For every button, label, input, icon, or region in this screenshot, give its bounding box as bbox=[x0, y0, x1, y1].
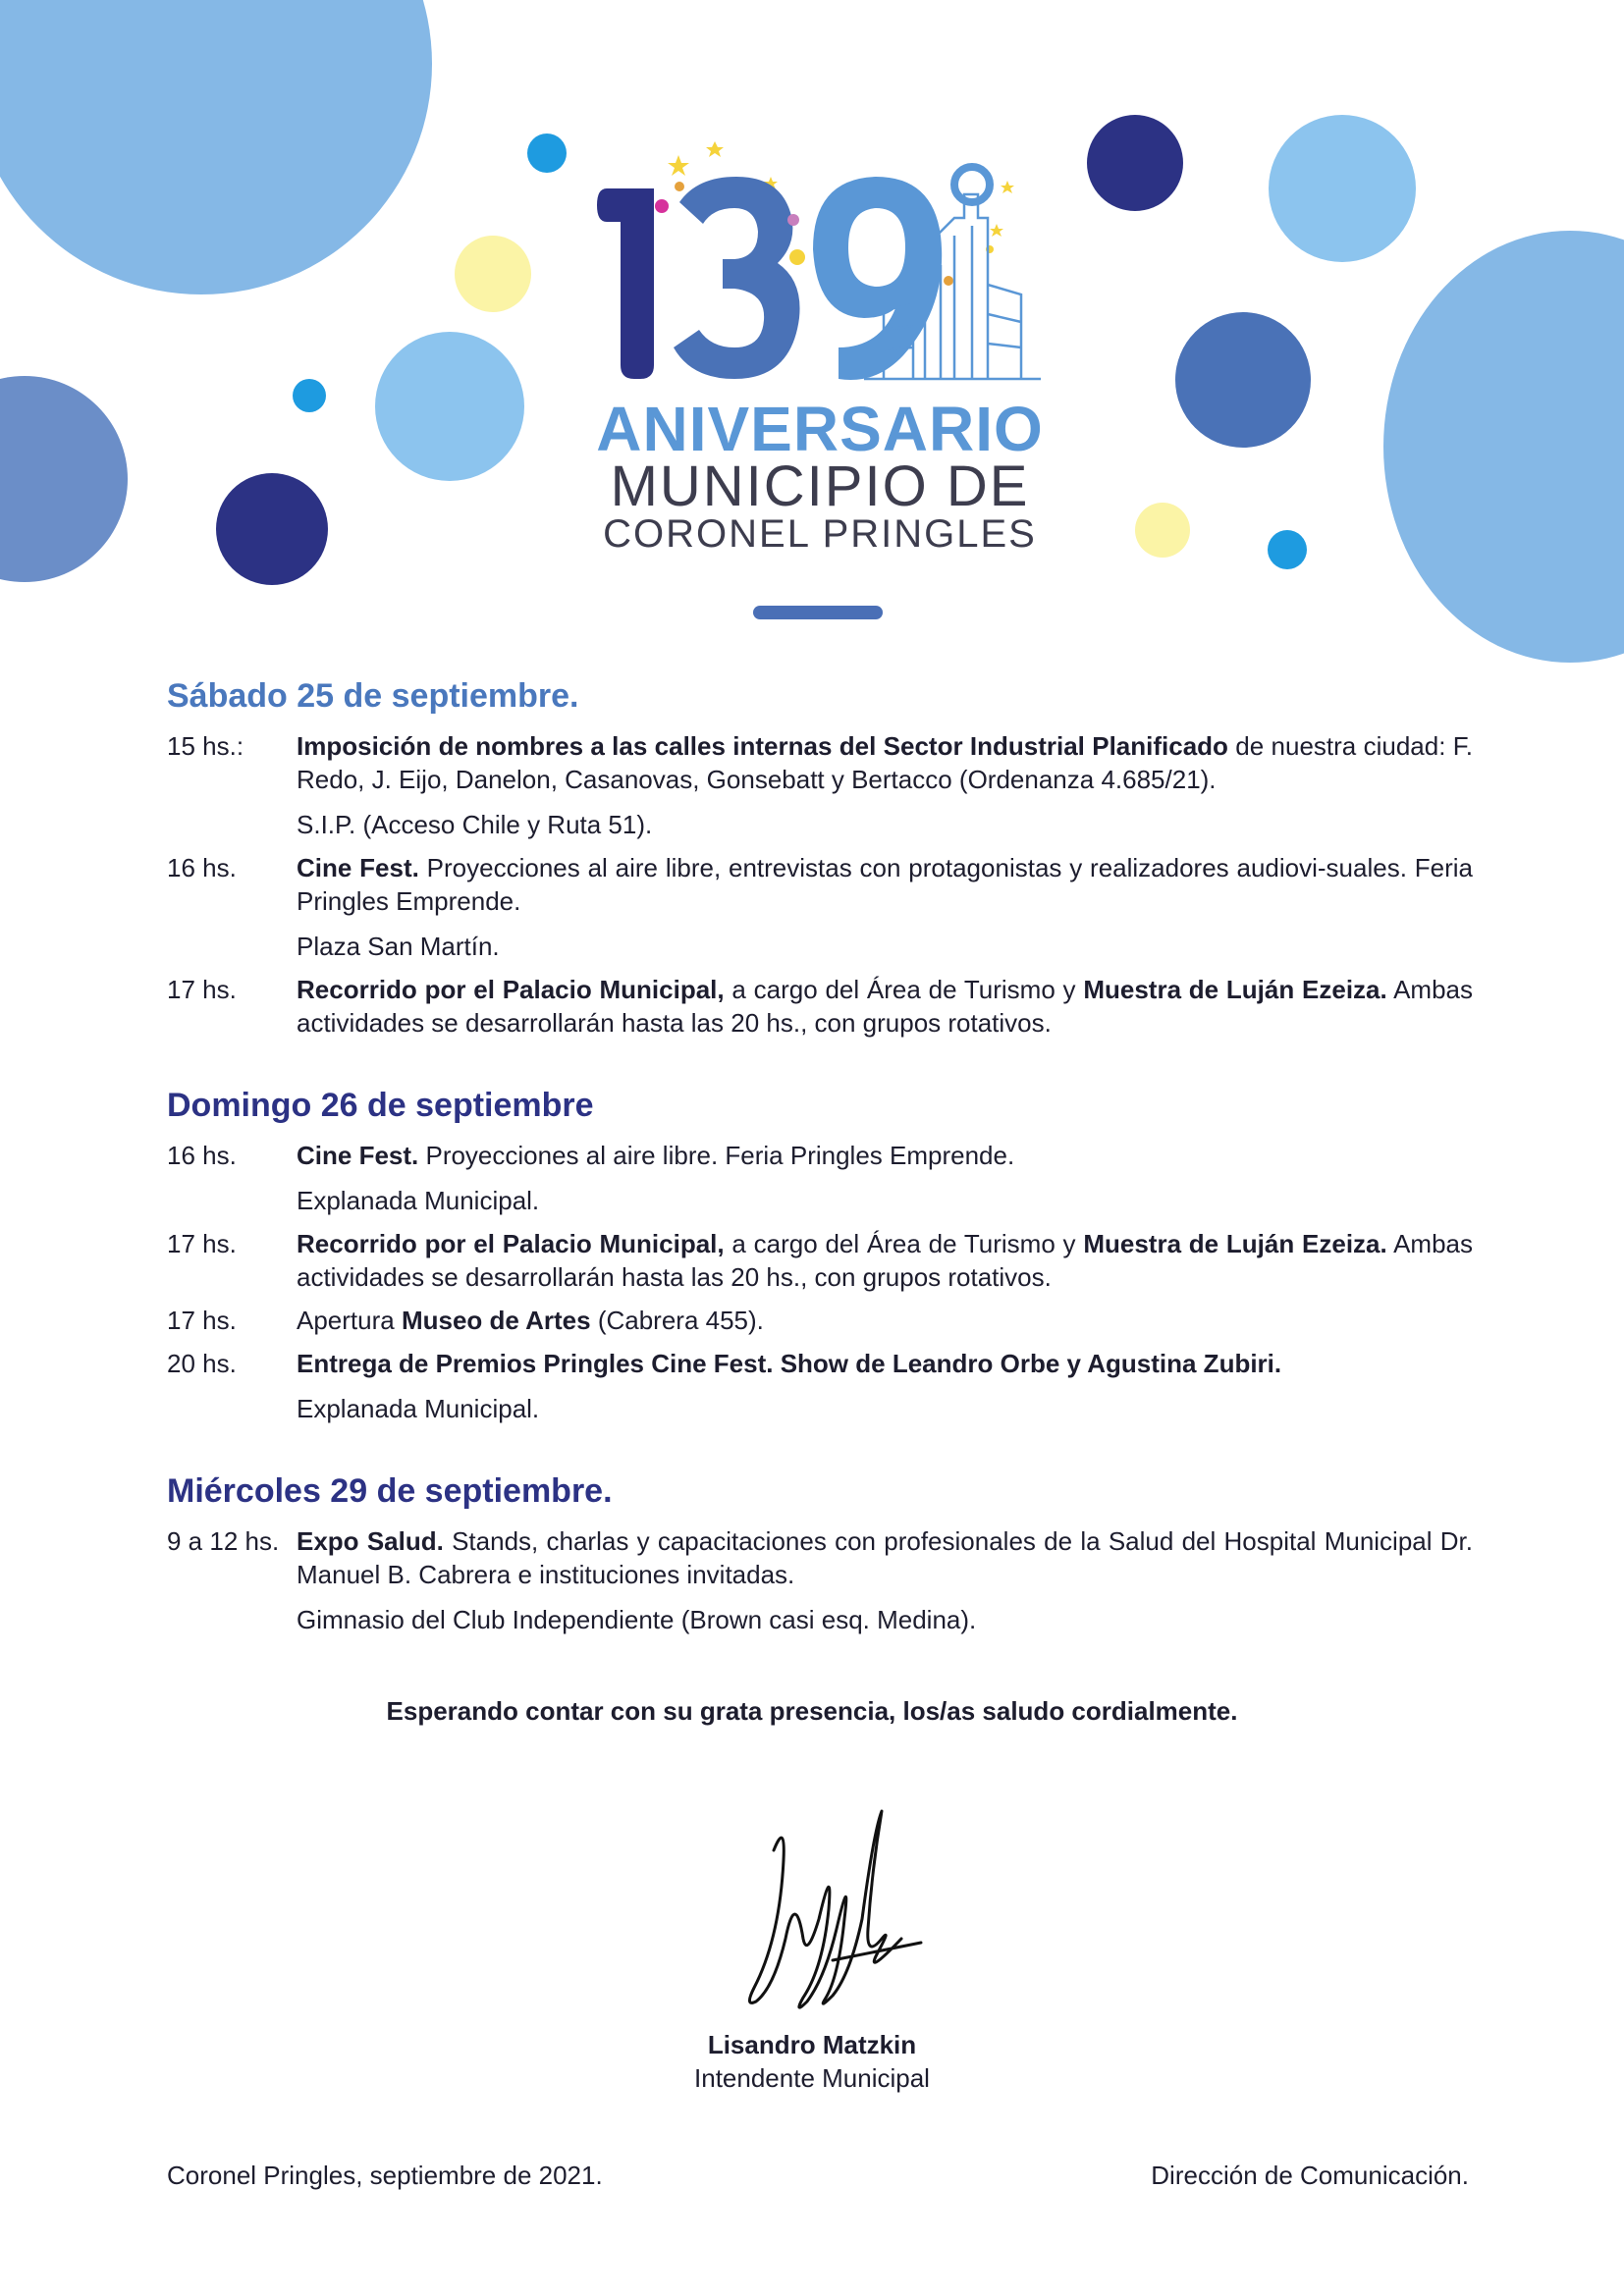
decor-circle bbox=[375, 332, 524, 481]
event-time: 9 a 12 hs. bbox=[167, 1526, 280, 1556]
star-icon bbox=[706, 141, 724, 157]
event-time: 15 hs.: bbox=[167, 731, 244, 761]
event-item bbox=[167, 973, 1473, 1040]
event-body bbox=[297, 1227, 1473, 1294]
footer-date: Coronel Pringles, septiembre de 2021. bbox=[167, 2161, 603, 2190]
decor-circle bbox=[1268, 530, 1307, 569]
numeral-nine bbox=[813, 177, 942, 380]
event-description bbox=[297, 1524, 1473, 1591]
section-title: Domingo 26 de septiembre bbox=[167, 1087, 594, 1124]
event-title: Recorrido por el Palacio Municipal, bbox=[297, 975, 725, 1004]
logo-subtitle-2: CORONEL PRINGLES bbox=[603, 512, 1037, 556]
event-location: Plaza San Martín. bbox=[297, 932, 500, 961]
signer-role: Intendente Municipal bbox=[694, 2063, 930, 2093]
logo-graphic bbox=[589, 137, 1051, 393]
event-text: Stands, charlas y capacitaciones con profesionales de la Salud del Hospital Municipal Dr. Manuel B. Cabrera e instituciones invitadas. bbox=[297, 1526, 1474, 1589]
program bbox=[167, 677, 1473, 1683]
event-text: a cargo del Área de Turismo y bbox=[724, 1229, 1084, 1258]
logo-title: ANIVERSARIO bbox=[596, 394, 1044, 464]
event-title: Museo de Artes bbox=[401, 1306, 591, 1335]
event-description bbox=[297, 1304, 1473, 1337]
program-section-sunday bbox=[167, 1087, 1473, 1425]
decor-dot bbox=[655, 199, 669, 213]
section-title: Sábado 25 de septiembre. bbox=[167, 677, 579, 715]
event-time: 17 hs. bbox=[167, 975, 237, 1004]
decor-circle bbox=[1135, 503, 1190, 558]
event-body bbox=[297, 1524, 1473, 1636]
decor-circle bbox=[1087, 115, 1183, 211]
closing-message: Esperando contar con su grata presencia, los/as saludo cordialmente. bbox=[386, 1696, 1238, 1726]
event-item bbox=[167, 1524, 1473, 1636]
event-time: 16 hs. bbox=[167, 853, 237, 882]
event-title: Cine Fest. bbox=[297, 1141, 419, 1170]
event-location: Gimnasio del Club Independiente (Brown casi esq. Medina). bbox=[297, 1605, 977, 1634]
footer-department: Dirección de Comunicación. bbox=[1151, 2161, 1469, 2190]
event-item bbox=[167, 1227, 1473, 1294]
event-body bbox=[297, 973, 1473, 1040]
event-time: 20 hs. bbox=[167, 1349, 237, 1378]
decor-circle bbox=[527, 133, 567, 173]
program-section-saturday bbox=[167, 677, 1473, 1040]
decor-dot bbox=[789, 249, 805, 265]
event-time: 17 hs. bbox=[167, 1306, 237, 1335]
star-icon bbox=[1001, 181, 1014, 193]
event-body bbox=[297, 1304, 1473, 1337]
event-location: Explanada Municipal. bbox=[297, 1394, 540, 1423]
event-item bbox=[167, 729, 1473, 841]
decor-circle bbox=[1383, 231, 1624, 663]
event-item bbox=[167, 1139, 1473, 1217]
event-body bbox=[297, 851, 1473, 963]
event-title: Imposición de nombres a las calles internas del Sector Industrial Planificado bbox=[297, 731, 1228, 761]
event-description bbox=[297, 1139, 1473, 1172]
decor-circle bbox=[0, 376, 128, 582]
degree-icon bbox=[954, 167, 990, 202]
event-text: Proyecciones al aire libre. Feria Pringles Emprende. bbox=[418, 1141, 1015, 1170]
event-body bbox=[297, 1347, 1473, 1425]
decor-circle bbox=[1175, 312, 1311, 448]
event-text: a cargo del Área de Turismo y bbox=[724, 975, 1084, 1004]
header-divider bbox=[753, 606, 883, 619]
numeral-three bbox=[674, 177, 800, 379]
decor-dot bbox=[787, 214, 799, 226]
event-title: Entrega de Premios Pringles Cine Fest. Show de Leandro Orbe y Agustina Zubiri. bbox=[297, 1349, 1282, 1378]
event-text: Proyecciones al aire libre, entrevistas con protagonistas y realizadores audiovi-suales. Feria Pringles Emprende. bbox=[297, 853, 1473, 916]
logo-subtitle: MUNICIPIO DE bbox=[610, 454, 1030, 518]
event-description bbox=[297, 973, 1473, 1040]
star-icon bbox=[990, 224, 1003, 237]
event-title: Expo Salud. bbox=[297, 1526, 444, 1556]
event-time: 16 hs. bbox=[167, 1141, 237, 1170]
event-body bbox=[297, 729, 1473, 841]
decor-dot bbox=[944, 276, 953, 286]
section-title: Miércoles 29 de septiembre. bbox=[167, 1472, 613, 1510]
event-text-2: Ambas actividades se desarrollarán hasta las 20 hs., con grupos rotativos. bbox=[297, 1229, 1473, 1292]
event-text: (Cabrera 455). bbox=[590, 1306, 764, 1335]
event-description bbox=[297, 729, 1473, 796]
event-text-2: Ambas actividades se desarrollarán hasta las 20 hs., con grupos rotativos. bbox=[297, 975, 1473, 1038]
event-prefix: Apertura bbox=[297, 1306, 402, 1335]
event-description bbox=[297, 851, 1473, 918]
decor-circle bbox=[0, 0, 432, 294]
decor-circle bbox=[293, 379, 326, 412]
program-section-wednesday bbox=[167, 1472, 1473, 1636]
star-icon bbox=[668, 155, 689, 176]
event-item bbox=[167, 1347, 1473, 1425]
event-item bbox=[167, 851, 1473, 963]
event-title: Cine Fest. bbox=[297, 853, 419, 882]
decor-circle bbox=[1269, 115, 1416, 262]
event-title-2: Muestra de Luján Ezeiza. bbox=[1083, 1229, 1387, 1258]
event-description bbox=[297, 1227, 1473, 1294]
event-title: Recorrido por el Palacio Municipal, bbox=[297, 1229, 725, 1258]
event-location: Explanada Municipal. bbox=[297, 1186, 540, 1215]
event-body bbox=[297, 1139, 1473, 1217]
numeral-one bbox=[597, 188, 654, 379]
decor-circle bbox=[455, 236, 531, 312]
signer-name: Lisandro Matzkin bbox=[707, 2030, 917, 2059]
event-title-2: Muestra de Luján Ezeiza. bbox=[1083, 975, 1387, 1004]
event-description bbox=[297, 1347, 1473, 1380]
event-item bbox=[167, 1304, 1473, 1337]
decor-dot bbox=[675, 182, 684, 191]
decor-circle bbox=[216, 473, 328, 585]
signature-image bbox=[734, 1791, 931, 2027]
anniversary-logo bbox=[589, 137, 1051, 556]
event-time: 17 hs. bbox=[167, 1229, 237, 1258]
event-text: de nuestra ciudad: F. Redo, J. Eijo, Danelon, Casanovas, Gonsebatt y Bertacco (Ordenanza 4.685/21). bbox=[297, 731, 1473, 794]
event-location: S.I.P. (Acceso Chile y Ruta 51). bbox=[297, 810, 653, 839]
